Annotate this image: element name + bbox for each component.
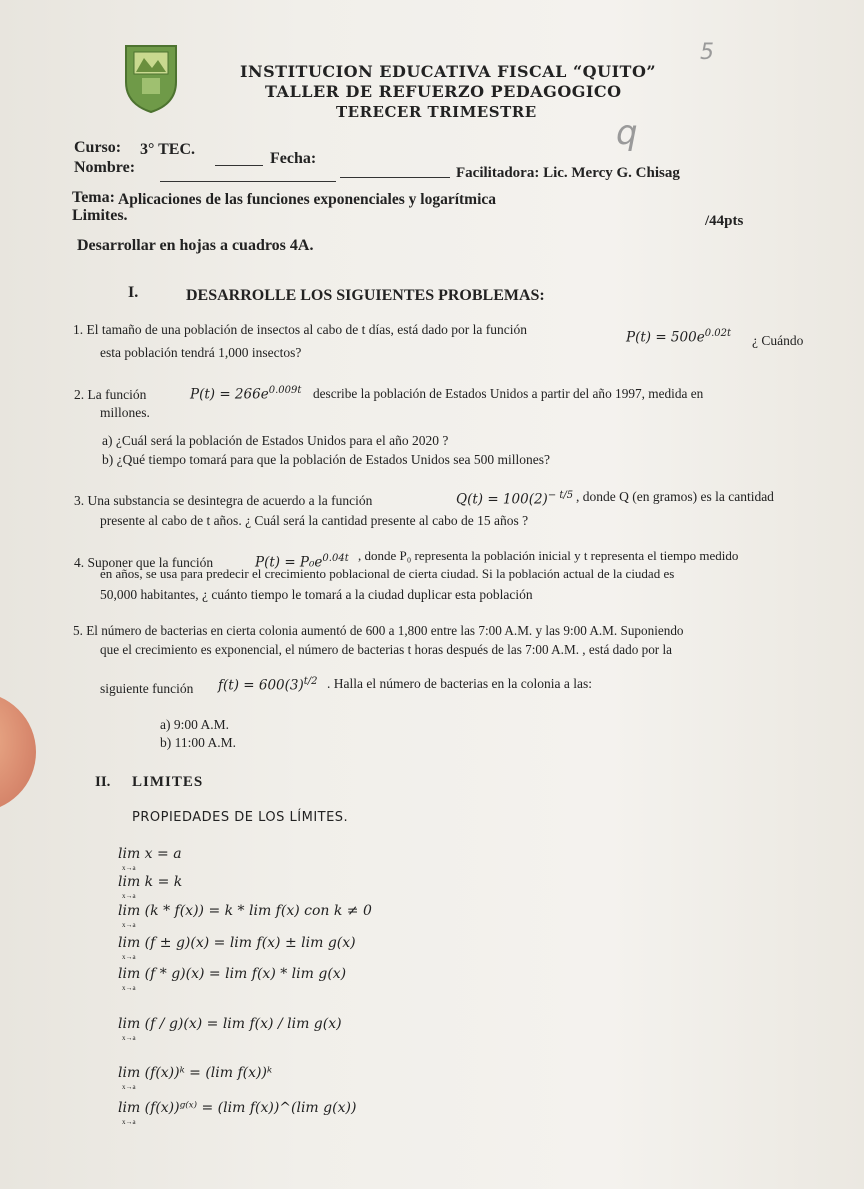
- problem-2-text: describe la población de Estados Unidos a partir del año 1997, medida en: [313, 386, 704, 401]
- limit-subscript: x→a: [122, 1034, 136, 1042]
- problem-5-text-2: que el crecimiento es exponencial, el número de bacterias t horas después de las 7:00 A.M. , está dado por la: [100, 642, 673, 657]
- limit-property-8: lim (f(x))ᵍ⁽ˣ⁾ = (lim f(x))^(lim g(x)): [118, 1100, 357, 1116]
- problem-1-question: ¿ Cuándo: [752, 333, 804, 348]
- facilitadora: Facilitadora: Lic. Mercy G. Chisag: [456, 165, 680, 181]
- tema-label: Tema:: [72, 189, 115, 206]
- problem-3-text-2: presente al cabo de t años. ¿ Cuál será la cantidad presente al cabo de 15 años ?: [100, 513, 529, 528]
- handwritten-mark-2: 5: [700, 40, 714, 65]
- problem-5-text: 5. El número de bacterias en cierta colonia aumentó de 600 a 1,800 entre las 7:00 A.M. y las 9:00 A.M. Suponiendo: [73, 623, 684, 638]
- problem-3-intro: 3. Una substancia se desintegra de acuerdo a la función: [74, 493, 373, 508]
- section2-number: II.: [95, 774, 111, 790]
- limit-property-6: lim (f / g)(x) = lim f(x) / lim g(x): [118, 1016, 342, 1032]
- instruction: Desarrollar en hojas a cuadros 4A.: [77, 237, 314, 254]
- nombre-line: [160, 181, 336, 182]
- limit-property-5: lim (f * g)(x) = lim f(x) * lim g(x): [118, 966, 347, 982]
- limit-subscript: x→a: [122, 984, 136, 992]
- problem-3-text: , donde Q (en gramos) es la cantidad: [576, 489, 774, 504]
- curso-line: [215, 165, 263, 166]
- tema-value-2: Limites.: [72, 207, 128, 224]
- limit-property-1: lim x = a: [118, 846, 182, 862]
- problem-5-formula: $f(t) = 600(3)^{t/2}$: [218, 676, 318, 694]
- problem-1-text: 1. El tamaño de una población de insectos al cabo de t días, está dado por la función: [73, 322, 527, 337]
- problem-2-question-b: b) ¿Qué tiempo tomará para que la población de Estados Unidos sea 500 millones?: [102, 452, 550, 467]
- problem-5-question-b: b) 11:00 A.M.: [160, 735, 237, 750]
- school-crest-icon: [122, 42, 180, 114]
- workshop-title: TALLER DE REFUERZO PEDAGOGICO: [265, 82, 622, 101]
- section1-number: I.: [128, 284, 139, 301]
- points-total: /44pts: [705, 213, 744, 229]
- limit-subscript: x→a: [122, 1083, 136, 1091]
- handwritten-mark-1: q: [616, 113, 638, 153]
- problem-3-formula: $Q(t) = 100(2)^{- t/5}$: [456, 490, 574, 508]
- limit-property-7: lim (f(x))ᵏ = (lim f(x))ᵏ: [118, 1065, 273, 1081]
- problem-4-text: , donde P₀ representa la población inicial y t representa el tiempo medido: [358, 548, 739, 563]
- section2-title: LIMITES: [132, 774, 204, 790]
- limit-property-4: lim (f ± g)(x) = lim f(x) ± lim g(x): [118, 935, 356, 951]
- limit-subscript: x→a: [122, 921, 136, 929]
- finger-photo-artifact: [0, 692, 36, 812]
- fecha-label: Fecha:: [270, 150, 317, 167]
- tema-value: Aplicaciones de las funciones exponenciales y logarítmica: [118, 191, 497, 208]
- problem-5-text-4: . Halla el número de bacterias en la colonia a las:: [327, 676, 593, 691]
- problem-4-intro: 4. Suponer que la función: [74, 555, 214, 570]
- problem-1-formula: $P(t) = 500e^{0.02t}$: [626, 328, 731, 346]
- problem-1-text-2: esta población tendrá 1,000 insectos?: [100, 345, 302, 360]
- section2-subtitle: PROPIEDADES DE LOS LÍMITES.: [132, 810, 349, 825]
- limit-subscript: x→a: [122, 892, 136, 900]
- section1-title: DESARROLLE LOS SIGUIENTES PROBLEMAS:: [186, 287, 545, 304]
- problem-4-text-2: en años, se usa para predecir el crecimiento poblacional de cierta ciudad. Si la población actual de la ciudad es: [100, 566, 675, 581]
- limit-property-2: lim k = k: [118, 874, 183, 890]
- problem-5-question-a: a) 9:00 A.M.: [160, 717, 229, 732]
- problem-4-formula: $P(t) = P_0e^{0.04t}$: [255, 553, 349, 571]
- problem-2-formula: $P(t) = 266e^{0.009t}$: [190, 385, 302, 403]
- limit-subscript: x→a: [122, 953, 136, 961]
- problem-4-text-3: 50,000 habitantes, ¿ cuánto tiempo le tomará a la ciudad duplicar esta población: [100, 587, 533, 602]
- problem-5-text-3: siguiente función: [100, 681, 194, 696]
- problem-2-question-a: a) ¿Cuál será la población de Estados Unidos para el año 2020 ?: [102, 433, 449, 448]
- problem-2-intro: 2. La función: [74, 387, 147, 402]
- fecha-line: [340, 177, 450, 178]
- problem-2-text-2: millones.: [100, 405, 150, 420]
- limit-subscript: x→a: [122, 1118, 136, 1126]
- curso-value: 3° TEC.: [140, 141, 196, 158]
- institution-name: INSTITUCION EDUCATIVA FISCAL “QUITO”: [240, 62, 657, 81]
- limit-property-3: lim (k * f(x)) = k * lim f(x) con k ≠ 0: [118, 903, 372, 919]
- curso-label: Curso:: [74, 139, 122, 156]
- term-title: TERECER TRIMESTRE: [336, 103, 537, 121]
- nombre-label: Nombre:: [74, 159, 136, 176]
- limit-subscript: x→a: [122, 864, 136, 872]
